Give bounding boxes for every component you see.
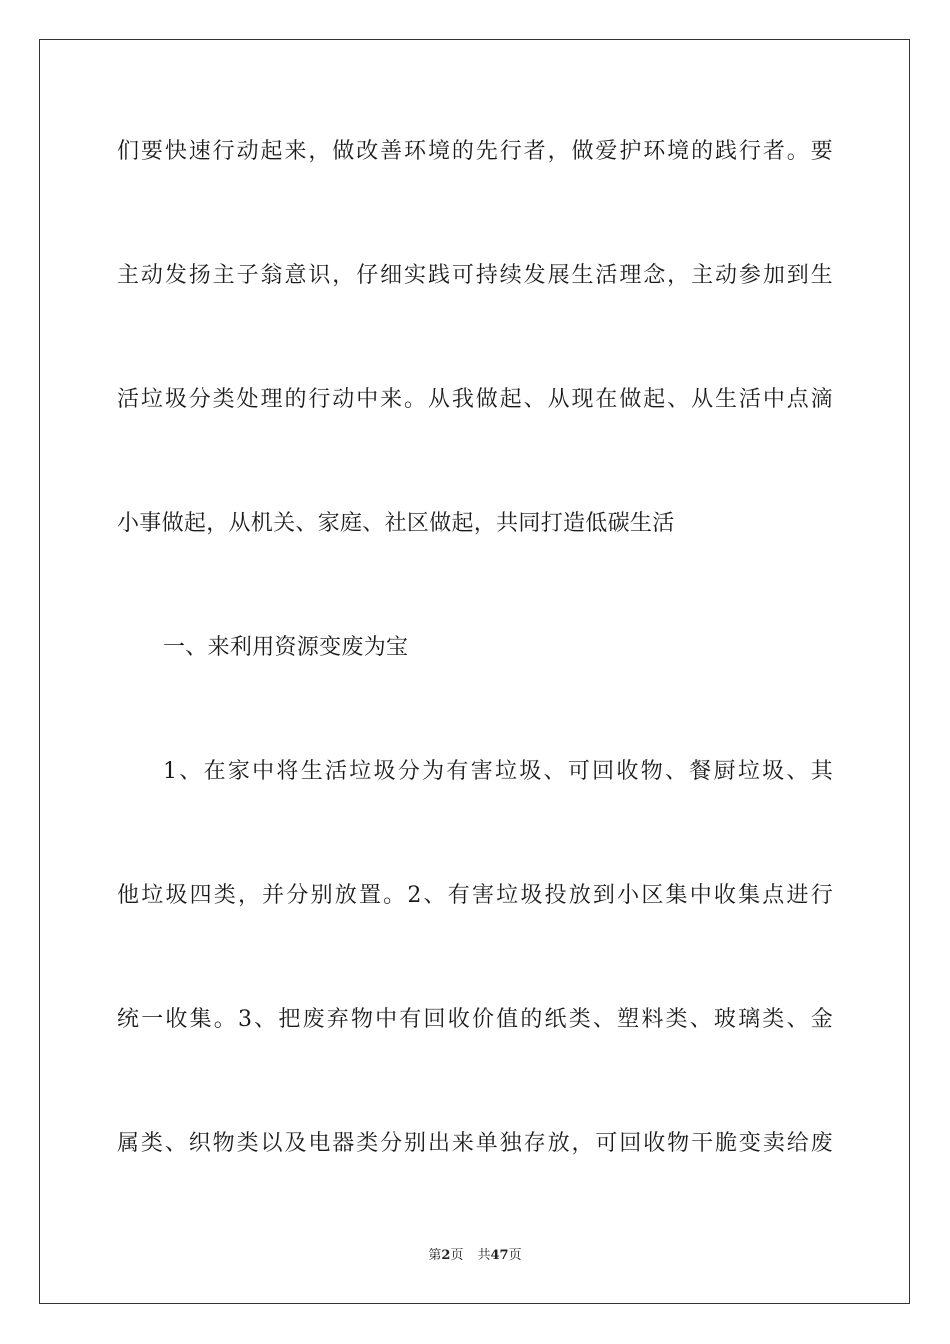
text-line-2: 主动发扬主子翁意识，仔细实践可持续发展生活理念，主动参加到生 xyxy=(117,263,833,288)
text-line-4: 小事做起，从机关、家庭、社区做起，共同打造低碳生活 xyxy=(117,511,675,536)
footer-total-prefix: 共 xyxy=(477,1248,491,1263)
text-line-3: 活垃圾分类处理的行动中来。从我做起、从现在做起、从生活中点滴 xyxy=(117,387,833,412)
footer-total-pages: 47 xyxy=(490,1248,509,1263)
page-border xyxy=(39,39,910,1304)
footer-page-suffix: 页 xyxy=(450,1248,464,1263)
page-footer xyxy=(0,1247,950,1265)
text-line-8: 统一收集。3、把废弃物中有回收价值的纸类、塑料类、玻璃类、金 xyxy=(117,1007,833,1032)
text-line-9: 属类、织物类以及电器类分别出来单独存放，可回收物干脆变卖给废 xyxy=(117,1131,833,1156)
footer-page-prefix: 第 xyxy=(428,1248,442,1263)
text-line-6: 1、在家中将生活垃圾分为有害垃圾、可回收物、餐厨垃圾、其 xyxy=(163,759,833,784)
section-heading: 一、来利用资源变废为宝 xyxy=(163,635,409,660)
footer-total-suffix: 页 xyxy=(508,1248,522,1263)
text-line-1: 们要快速行动起来，做改善环境的先行者，做爱护环境的践行者。要 xyxy=(117,139,833,164)
footer-page-number: 2 xyxy=(441,1248,451,1263)
text-line-7: 他垃圾四类，并分别放置。2、有害垃圾投放到小区集中收集点进行 xyxy=(117,883,833,908)
